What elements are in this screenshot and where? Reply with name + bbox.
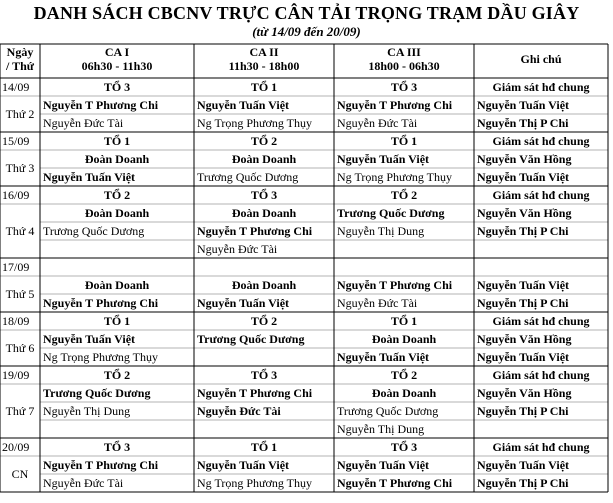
day-weekday: Thứ 4 <box>5 224 35 238</box>
schedule-cell: Nguyễn Văn Hồng <box>477 206 572 220</box>
schedule-cell: Nguyễn Đức Tài <box>337 296 418 310</box>
schedule-cell: Giám sát hđ chung <box>492 440 590 454</box>
schedule-cell: Trương Quốc Dương <box>43 386 151 400</box>
schedule-cell: Nguyễn Thị Dung <box>43 404 131 418</box>
day-date: 20/09 <box>2 440 30 454</box>
schedule-cell: Đoàn Doanh <box>371 386 437 400</box>
schedule-cell: Nguyễn Tuấn Việt <box>43 170 136 184</box>
schedule-cell <box>335 258 473 276</box>
schedule-cell: Nguyễn Tuấn Việt <box>337 152 430 166</box>
header-day-line1: Ngày <box>6 45 34 59</box>
header-ca3-name: CA III <box>387 45 421 59</box>
schedule-cell: TỔ 3 <box>103 80 131 94</box>
schedule-cell: Đoàn Doanh <box>371 332 437 346</box>
schedule-cell: TỔ 3 <box>390 440 418 454</box>
schedule-cell: TỔ 2 <box>390 368 418 382</box>
schedule-cell: TỔ 1 <box>390 314 418 328</box>
schedule-cell: Giám sát hđ chung <box>492 188 590 202</box>
schedule-cell: Giám sát hđ chung <box>492 134 590 148</box>
schedule-cell: Nguyễn T Phương Chi <box>197 224 313 238</box>
day-date: 16/09 <box>2 188 30 202</box>
schedule-cell: Nguyễn Tuấn Việt <box>477 350 570 364</box>
schedule-cell: Nguyễn T Phương Chi <box>43 98 159 112</box>
day-weekday: Thứ 7 <box>5 404 35 418</box>
schedule-cell: Giám sát hđ chung <box>492 80 590 94</box>
schedule-cell <box>41 240 193 258</box>
header-day <box>0 45 40 73</box>
schedule-cell: Nguyễn Tuấn Việt <box>337 350 430 364</box>
day-date: 15/09 <box>2 134 30 148</box>
schedule-cell: Giám sát hđ chung <box>492 368 590 382</box>
schedule-cell: Nguyễn Văn Hồng <box>477 332 572 346</box>
schedule-cell: Trương Quốc Dương <box>337 206 445 220</box>
schedule-cell: Đoàn Doanh <box>84 152 150 166</box>
schedule-cell: Nguyễn Tuấn Việt <box>197 98 290 112</box>
header-ca3 <box>334 45 474 73</box>
schedule-cell: TỔ 3 <box>103 440 131 454</box>
schedule-cell <box>335 240 473 258</box>
schedule-cell: TỔ 1 <box>250 80 278 94</box>
schedule-cell: Nguyễn T Phương Chi <box>43 458 159 472</box>
day-date: 18/09 <box>2 314 30 328</box>
schedule-cell <box>195 420 333 438</box>
schedule-cell: TỔ 3 <box>250 188 278 202</box>
schedule-cell <box>41 258 193 276</box>
schedule-cell: Trương Quốc Dương <box>337 404 439 418</box>
schedule-cell: Nguyễn Tuấn Việt <box>43 332 136 346</box>
header-ca1-name: CA I <box>104 45 130 59</box>
page-subtitle: (từ 14/09 đến 20/09) <box>252 24 361 39</box>
schedule-cell <box>475 258 607 276</box>
schedule-cell: Nguyễn Thị P Chi <box>477 116 569 130</box>
schedule-cell: TỔ 3 <box>250 368 278 382</box>
schedule-cell: Nguyễn Thị P Chi <box>477 296 569 310</box>
header-note <box>474 45 608 73</box>
schedule-cell: Nguyễn Đức Tài <box>43 116 124 130</box>
schedule-cell: TỔ 2 <box>103 368 131 382</box>
schedule-cell: TỔ 1 <box>390 134 418 148</box>
schedule-cell: Nguyễn T Phương Chi <box>43 296 159 310</box>
schedule-cell: Nguyễn Thị Dung <box>337 422 425 436</box>
day-weekday: Thứ 6 <box>5 341 35 355</box>
day-date: 19/09 <box>2 368 30 382</box>
day-weekday: Thứ 3 <box>5 161 35 175</box>
schedule-cell: Nguyễn Tuấn Việt <box>477 278 570 292</box>
schedule-cell: Ng Trọng Phương Thụy <box>197 116 312 130</box>
schedule-cell: Nguyễn T Phương Chi <box>337 476 453 490</box>
schedule-cell: Nguyễn Đức Tài <box>197 404 281 418</box>
page-title: DANH SÁCH CBCNV TRỰC CÂN TẢI TRỌNG TRẠM DẦU GIÂY <box>33 3 580 23</box>
header-ca1-time: 06h30 - 11h30 <box>81 59 153 73</box>
day-date: 17/09 <box>2 260 30 274</box>
header-ca2-name: CA II <box>249 45 279 59</box>
header-day-line2: / Thứ <box>6 59 34 73</box>
schedule-cell: Nguyễn T Phương Chi <box>337 98 453 112</box>
schedule-cell: Nguyễn Thị P Chi <box>477 404 569 418</box>
schedule-cell: Đoàn Doanh <box>231 152 297 166</box>
schedule-cell: Nguyễn Văn Hồng <box>477 386 572 400</box>
schedule-cell: Nguyễn Tuấn Việt <box>477 170 570 184</box>
header-ca2-time: 11h30 - 18h00 <box>228 59 300 73</box>
schedule-cell: TỔ 1 <box>103 314 131 328</box>
schedule-cell: TỔ 2 <box>390 188 418 202</box>
schedule-cell: Nguyễn Tuấn Việt <box>477 458 570 472</box>
schedule-cell: Nguyễn Thị P Chi <box>477 224 569 238</box>
header-ca1 <box>40 45 194 73</box>
schedule-cell: Đoàn Doanh <box>84 278 150 292</box>
schedule-cell: TỔ 2 <box>103 188 131 202</box>
schedule-cell: Đoàn Doanh <box>231 278 297 292</box>
schedule-cell: Nguyễn Đức Tài <box>43 476 124 490</box>
schedule-cell: TỔ 2 <box>250 134 278 148</box>
schedule-cell <box>41 420 193 438</box>
schedule-cell: Nguyễn Đức Tài <box>197 242 278 256</box>
day-weekday: Thứ 2 <box>5 107 35 121</box>
day-weekday: CN <box>11 467 29 481</box>
schedule-cell <box>195 348 333 366</box>
schedule-cell: Nguyễn Đức Tài <box>337 116 418 130</box>
schedule-cell: Nguyễn Tuấn Việt <box>477 98 570 112</box>
header-note-label: Ghi chú <box>520 52 562 66</box>
schedule-cell <box>475 420 607 438</box>
schedule-cell: Giám sát hđ chung <box>492 314 590 328</box>
schedule-cell: Đoàn Doanh <box>84 206 150 220</box>
schedule-cell: Nguyễn Thị Dung <box>337 224 425 238</box>
schedule-cell: TỔ 3 <box>390 80 418 94</box>
schedule-cell: Ng Trọng Phương Thụy <box>43 350 158 364</box>
schedule-cell: Nguyễn Tuấn Việt <box>197 458 290 472</box>
schedule-cell: Đoàn Doanh <box>231 206 297 220</box>
schedule-cell: TỔ 1 <box>103 134 131 148</box>
schedule-cell: Trương Quốc Dương <box>197 170 299 184</box>
schedule-cell: Nguyễn T Phương Chi <box>197 386 313 400</box>
schedule-cell <box>195 258 333 276</box>
day-weekday: Thứ 5 <box>5 287 35 301</box>
schedule-cell: TỔ 2 <box>250 314 278 328</box>
schedule-cell: Nguyễn Tuấn Việt <box>337 458 430 472</box>
header-ca3-time: 18h00 - 06h30 <box>368 59 440 73</box>
schedule-cell: Ng Trọng Phương Thụy <box>197 476 312 490</box>
schedule-cell: Ng Trọng Phương Thụy <box>337 170 452 184</box>
header-ca2 <box>194 45 334 73</box>
schedule-cell: Nguyễn Thị P Chi <box>477 476 569 490</box>
schedule-cell: Nguyễn Văn Hồng <box>477 152 572 166</box>
day-date: 14/09 <box>2 80 30 94</box>
schedule-cell: Trương Quốc Dương <box>197 332 305 346</box>
schedule-cell: Nguyễn Tuấn Việt <box>197 296 290 310</box>
schedule-cell: Trương Quốc Dương <box>43 224 145 238</box>
schedule-cell: Nguyễn T Phương Chi <box>337 278 453 292</box>
schedule-cell: TỔ 1 <box>250 440 278 454</box>
schedule-cell <box>475 240 607 258</box>
